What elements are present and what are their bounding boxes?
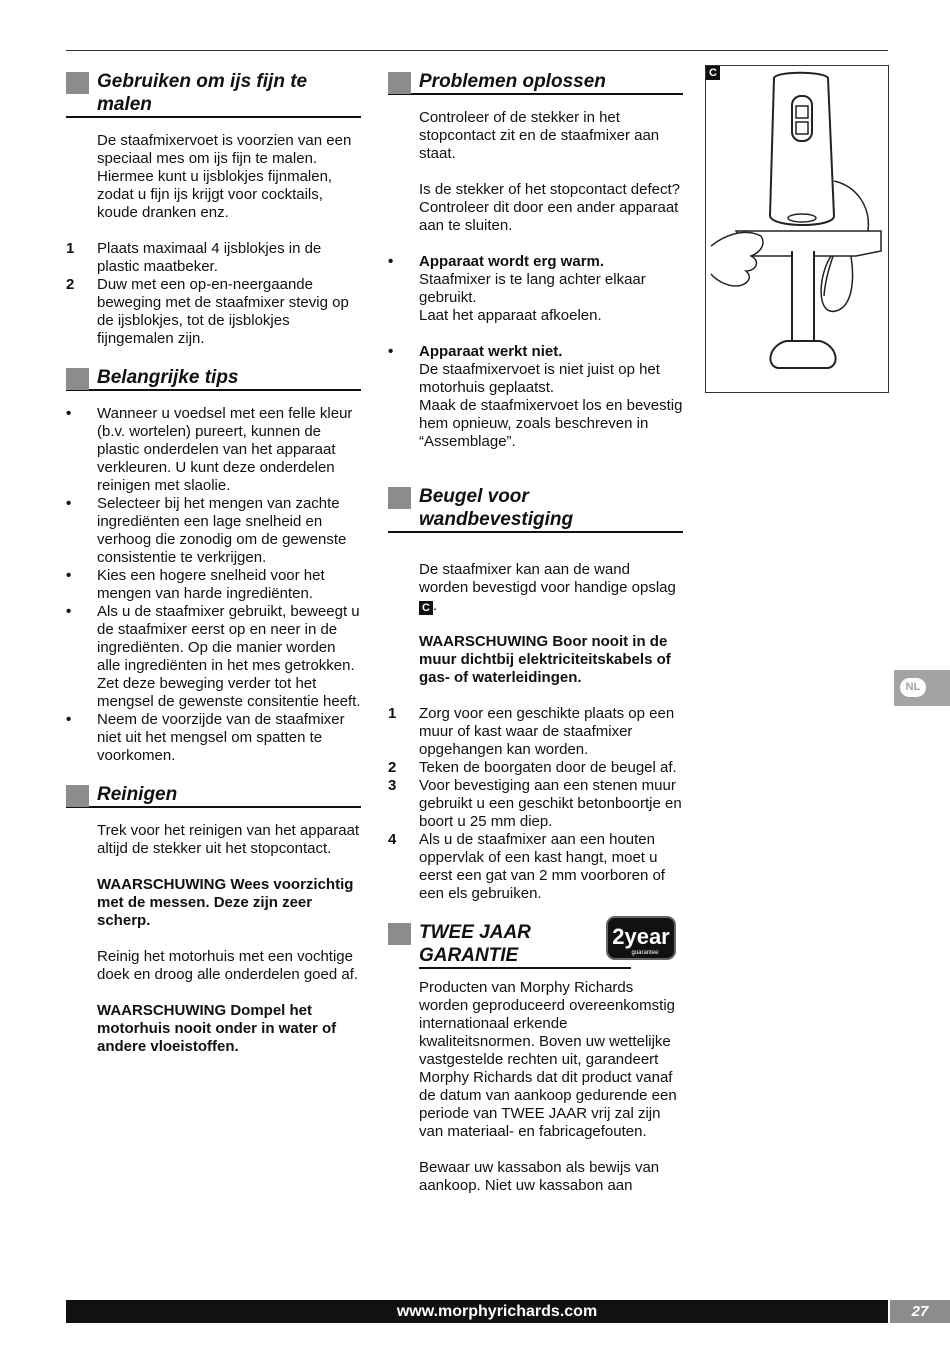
problem-title: Apparaat werkt niet. (419, 343, 563, 360)
step-number: 2 (66, 276, 75, 293)
step-number: 2 (388, 759, 397, 776)
list-item (66, 567, 361, 603)
heading-square-icon (388, 487, 411, 509)
list-item (388, 253, 683, 325)
paragraph: Reinig het motorhuis met een vochtige doek en droog alle onderdelen goed af. (97, 948, 359, 983)
page-number-box (890, 1300, 950, 1323)
paragraph: Producten van Morphy Richards worden geproduceerd overeenkomstig internationaal erkende kwaliteitsnormen. Boven uw wettelijke vastgestelde rechten uit, garandeert Morphy Richards dat dit product vanaf de datum van aankoop gedurende een periode van TWEE JAAR vrij zal zijn van materiaal- en fabricagefouten. (419, 979, 677, 1140)
list-item (388, 705, 683, 759)
list-item (66, 603, 361, 711)
section-title: Beugel voor wandbevestiging (419, 486, 574, 530)
paragraph: Bewaar uw kassabon als bewijs van aankoop. Niet uw kassabon aan (419, 1159, 660, 1194)
list-item (66, 240, 361, 276)
footer-url: www.morphyrichards.com (396, 1303, 598, 1320)
numbered-list (388, 705, 683, 903)
figure-ref-icon: C (419, 601, 433, 615)
section-heading (66, 366, 361, 391)
bullet-icon: • (388, 253, 394, 270)
list-item (388, 759, 683, 777)
middle-column (388, 70, 683, 1213)
heading-square-icon (66, 72, 89, 94)
badge-main-text: 2year (612, 924, 670, 949)
step-text: Duw met een op-en-neergaande beweging met de staafmixer stevig op de ijsblokjes, tot de ijsblokjes fijngemalen zijn. (97, 276, 349, 347)
tip-text: Kies een hogere snelheid voor het mengen van harde ingrediënten. (97, 567, 325, 602)
list-item (388, 831, 683, 903)
step-text: Plaats maximaal 4 ijsblokjes in de plastic maatbeker. (97, 240, 322, 275)
top-rule (66, 50, 888, 51)
bullet-icon: • (388, 343, 394, 360)
list-item (388, 343, 683, 451)
section-heading (388, 70, 683, 95)
problem-solution: Laat het apparaat afkoelen. (419, 307, 602, 324)
tip-text: Selecteer bij het mengen van zachte ingrediënten een lage snelheid en verhoog die zonodig om de gewenste consistentie te verkrijgen. (97, 495, 347, 566)
left-column (66, 70, 361, 1074)
heading-square-icon (66, 368, 89, 390)
section-heading (388, 921, 683, 969)
numbered-list (66, 240, 361, 348)
section-ice-crushing (66, 70, 361, 348)
section-title: TWEE JAAR GARANTIE (419, 921, 631, 969)
bullet-icon: • (66, 405, 72, 422)
section-warranty (388, 921, 683, 1195)
paragraph: Trek voor het reinigen van het apparaat altijd de stekker uit het stopcontact. (97, 822, 360, 857)
step-text: Zorg voor een geschikte plaats op een muur of kast waar de staafmixer opgehangen kan worden. (419, 705, 675, 758)
tip-text: Als u de staafmixer gebruikt, beweegt u de staafmixer eerst op en neer in de ingrediënten. Op die manier worden alle ingrediënten in het mes getrokken. Zet deze beweging verder tot het mengsel de gewenste consitentie heeft. (97, 603, 361, 710)
figure-c (705, 65, 889, 393)
list-item (388, 777, 683, 831)
section-wall-bracket (388, 485, 683, 903)
problem-solution: Maak de staafmixervoet los en bevestig hem opnieuw, zoals beschreven in “Assemblage”. (419, 397, 683, 450)
language-label: NL (900, 678, 926, 697)
paragraph (419, 561, 683, 615)
list-item (66, 405, 361, 495)
step-text: Voor bevestiging aan een stenen muur gebruikt u een geschikt betonboortje en boort u 25 mm diep. (419, 777, 682, 830)
step-text: Als u de staafmixer aan een houten oppervlak of een kast hangt, moet u eerst een gat van 2 mm voorboren of een els gebruiken. (419, 831, 665, 902)
bullet-list (388, 343, 683, 451)
section-heading (66, 783, 361, 808)
step-number: 1 (388, 705, 397, 722)
heading-square-icon (388, 72, 411, 94)
two-year-guarantee-badge-icon (605, 915, 677, 961)
problem-cause: Staafmixer is te lang achter elkaar gebruikt. (419, 271, 646, 306)
figure-label: C (706, 66, 720, 80)
paragraph: Controleer of de stekker in het stopcontact zit en de staafmixer aan staat. (419, 109, 660, 162)
warning-text: WAARSCHUWING Dompel het motorhuis nooit onder in water of andere vloeistoffen. (97, 1002, 337, 1055)
list-item (66, 711, 361, 765)
warning-text: WAARSCHUWING Boor nooit in de muur dichtbij elektriciteitskabels of gas- of waterleidingen. (419, 633, 671, 686)
tip-text: Wanneer u voedsel met een felle kleur (b.v. wortelen) pureert, kunnen de plastic onderdelen van het apparaat verkleuren. U kunt deze onderdelen reinigen met slaolie. (97, 405, 353, 494)
step-number: 3 (388, 777, 397, 794)
section-troubleshooting (388, 70, 683, 451)
paragraph-text: De staafmixer kan aan de wand worden bevestigd voor handige opslag (419, 561, 676, 596)
heading-square-icon (388, 923, 411, 945)
heading-square-icon (66, 785, 89, 807)
bullet-icon: • (66, 567, 72, 584)
section-title: Problemen oplossen (419, 71, 606, 92)
problem-title: Apparaat wordt erg warm. (419, 253, 605, 270)
badge-sub-text: guarantee (631, 950, 659, 956)
step-number: 4 (388, 831, 397, 848)
warning-text: WAARSCHUWING Wees voorzichtig met de messen. Deze zijn zeer scherp. (97, 876, 354, 929)
footer-bar (66, 1300, 888, 1323)
bullet-icon: • (66, 711, 72, 728)
hand-blender-wall-bracket-illustration-icon (706, 66, 888, 392)
page-number: 27 (911, 1303, 929, 1320)
list-item (66, 495, 361, 567)
section-heading (388, 485, 683, 533)
section-title: Gebruiken om ijs fijn te malen (97, 71, 308, 115)
paragraph: De staafmixervoet is voorzien van een speciaal mes om ijs fijn te malen. Hiermee kunt u ijsblokjes fijnmalen, zodat u fijn ijs krijgt voor cocktails, koude dranken enz. (97, 132, 352, 221)
step-text: Teken de boorgaten door de beugel af. (419, 759, 677, 776)
step-number: 1 (66, 240, 75, 257)
section-tips (66, 366, 361, 765)
paragraph-end: . (433, 597, 438, 614)
bullet-icon: • (66, 495, 72, 512)
section-heading (66, 70, 361, 118)
tip-text: Neem de voorzijde van de staafmixer niet uit het mengsel om spatten te voorkomen. (97, 711, 345, 764)
bullet-list (388, 253, 683, 325)
section-title: Reinigen (97, 784, 178, 805)
paragraph: Is de stekker of het stopcontact defect? Controleer dit door een ander apparaat aan te sluiten. (419, 181, 680, 234)
problem-cause: De staafmixervoet is niet juist op het motorhuis geplaatst. (419, 361, 660, 396)
list-item (66, 276, 361, 348)
bullet-list (66, 405, 361, 765)
language-tab (894, 670, 950, 706)
section-cleaning (66, 783, 361, 1056)
bullet-icon: • (66, 603, 72, 620)
section-title: Belangrijke tips (97, 367, 239, 388)
